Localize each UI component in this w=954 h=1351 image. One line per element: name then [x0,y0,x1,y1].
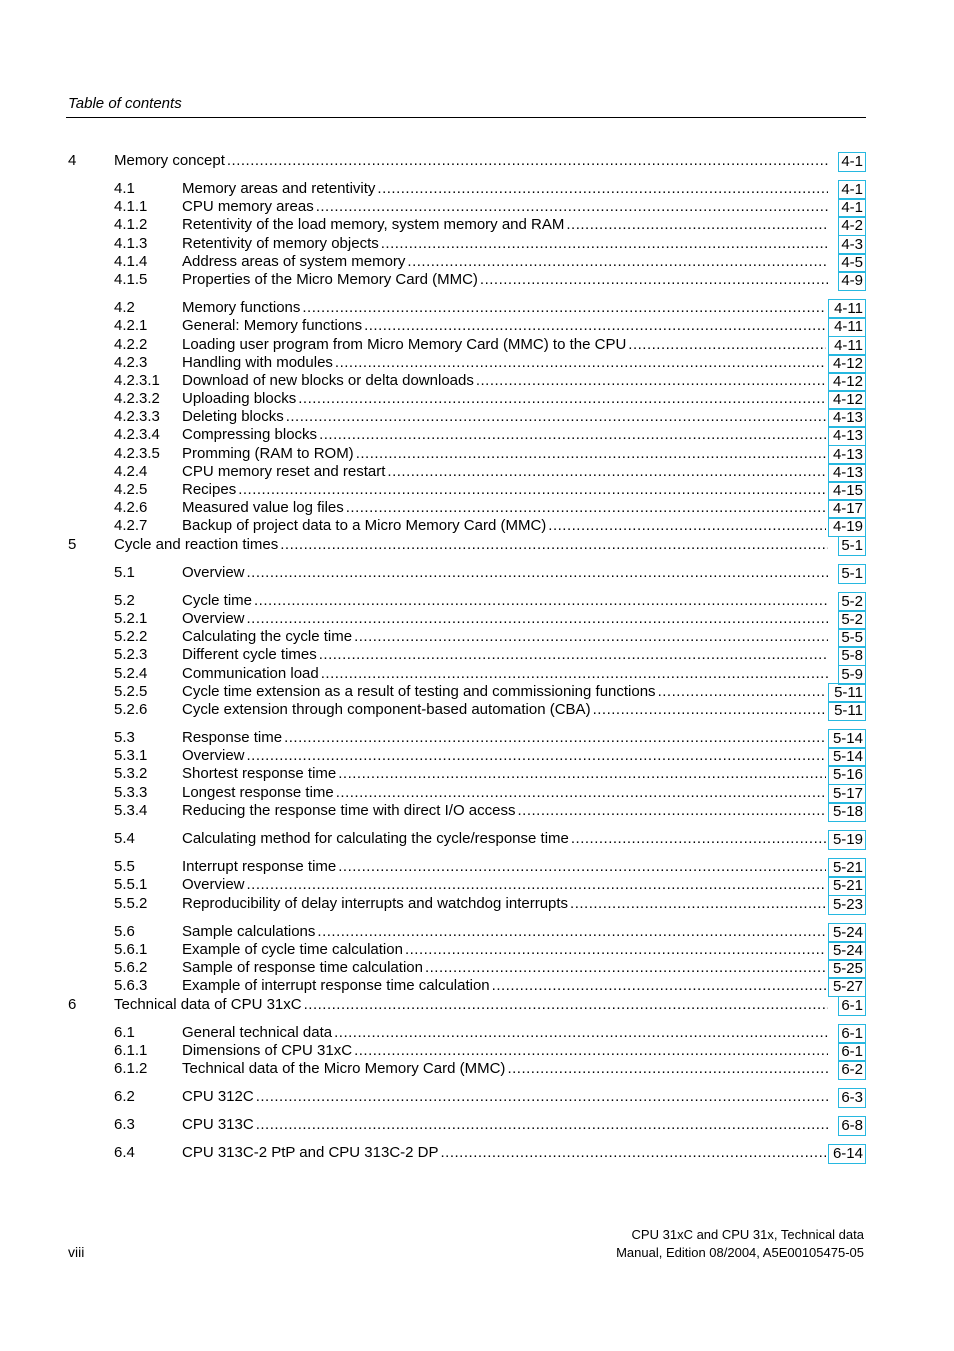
toc-leader-dots [507,1060,828,1078]
toc-number: 4.2.7 [114,517,148,535]
toc-row [68,977,866,995]
toc-leader-dots [571,830,826,848]
toc-page-link[interactable]: 5-14 [828,729,866,749]
toc-number: 4.2.3.5 [114,444,160,462]
toc-number: 5.2.3 [114,646,148,664]
toc-leader-dots [302,299,826,317]
toc-number: 5.5.2 [114,894,148,912]
toc-leader-dots [280,536,828,554]
toc-title: Promming (RAM to ROM) [182,444,354,462]
toc-page-link[interactable]: 4-2 [838,216,866,236]
toc-title: Technical data of the Micro Memory Card (MMC) [182,1059,506,1077]
toc-number: 4.2.3.2 [114,390,160,408]
toc-number: 5.5.1 [114,876,148,894]
toc-row [68,216,866,234]
toc-page-link[interactable]: 4-19 [828,517,866,537]
toc-title: Properties of the Micro Memory Card (MMC) [182,270,478,288]
toc-title: Handling with modules [182,353,333,371]
toc-page-link[interactable]: 6-1 [838,996,866,1016]
toc-page-link[interactable]: 4-17 [828,499,866,519]
toc-number: 4.2.6 [114,499,148,517]
toc-number: 4.1.3 [114,234,148,252]
toc-title: Example of interrupt response time calculation [182,977,490,995]
toc-number: 5.5 [114,858,135,876]
toc-leader-dots [518,802,827,820]
toc-chapter-row [68,152,866,170]
toc-row [68,802,866,820]
toc-title: Cycle extension through component-based automation (CBA) [182,700,591,718]
toc-leader-dots [247,876,826,894]
toc-leader-dots [321,665,828,683]
toc-row [68,1088,866,1106]
toc-row [68,1042,866,1060]
toc-row [68,858,866,876]
toc-page-link[interactable]: 5-2 [838,610,866,630]
toc-page-link[interactable]: 6-14 [828,1144,866,1164]
toc-title: CPU memory areas [182,198,314,216]
toc-leader-dots [334,1024,828,1042]
toc-title: Cycle and reaction times [114,535,279,553]
toc-leader-dots [316,198,828,216]
toc-row [68,198,866,216]
toc-number: 6.1.1 [114,1041,148,1059]
toc-title: Overview [182,609,245,627]
toc-page-link[interactable]: 5-11 [828,683,866,703]
toc-leader-dots [238,481,826,499]
toc-title: Overview [182,876,245,894]
toc-row [68,372,866,390]
toc-number: 4.1 [114,180,135,197]
toc-page-link[interactable]: 5-25 [828,959,866,979]
toc-chapter-row [68,996,866,1014]
table-of-contents [68,152,866,1163]
toc-page-link[interactable]: 4-5 [838,253,866,273]
toc-leader-dots [407,253,828,271]
toc-page-link[interactable]: 5-16 [828,765,866,785]
toc-page-link[interactable]: 5-8 [838,646,866,666]
toc-row [68,1116,866,1134]
toc-number: 5.6.2 [114,959,148,977]
toc-title: Cycle time extension as a result of testing and commissioning functions [182,682,656,700]
toc-title: CPU 313C-2 PtP and CPU 313C-2 DP [182,1144,439,1162]
toc-page-link[interactable]: 5-9 [838,665,866,685]
toc-row [68,390,866,408]
toc-leader-dots [658,683,826,701]
toc-leader-dots [480,271,828,289]
toc-title: Measured value log files [182,499,344,517]
toc-page-link[interactable]: 4-1 [838,198,866,218]
toc-title: Sample of response time calculation [182,959,423,977]
toc-number: 5.2.1 [114,609,148,627]
toc-title: Cycle time [182,591,253,609]
toc-row [68,876,866,894]
toc-row [68,445,866,463]
toc-page-link[interactable]: 6-1 [838,1024,866,1044]
toc-number: 5 [68,535,77,553]
toc-title: Deleting blocks [182,408,284,426]
toc-number: 6.1.2 [114,1059,148,1077]
toc-leader-dots [319,426,826,444]
toc-page-link[interactable]: 4-12 [828,354,866,374]
toc-title: Interrupt response time [182,858,337,876]
toc-leader-dots [336,784,826,802]
toc-title: Retentivity of memory objects [182,234,379,252]
toc-page-link[interactable]: 4-12 [828,390,866,410]
toc-title: Retentivity of the load memory, system memory and RAM [182,216,565,234]
toc-leader-dots [354,1042,828,1060]
toc-number: 4.2.3.1 [114,371,160,389]
toc-leader-dots [354,628,828,646]
toc-title: General: Memory functions [182,317,363,335]
toc-leader-dots [377,180,828,198]
toc-title: Reproducibility of delay interrupts and watchdog interrupts [182,894,569,912]
toc-number: 5.2.4 [114,664,148,682]
toc-leader-dots [247,747,826,765]
toc-page-link[interactable]: 4-3 [838,235,866,255]
toc-page-link[interactable]: 4-13 [828,445,866,465]
toc-number: 4 [68,152,77,169]
toc-row [68,683,866,701]
toc-number: 4.2.2 [114,335,148,353]
toc-row [68,959,866,977]
toc-row [68,592,866,610]
toc-leader-dots [387,463,826,481]
toc-page-link[interactable]: 4-9 [838,271,866,291]
toc-page-link[interactable]: 4-11 [828,317,866,337]
toc-title: Recipes [182,481,237,498]
toc-number: 4.2.3 [114,353,148,371]
toc-row [68,729,866,747]
toc-row [68,317,866,335]
toc-page-link[interactable]: 5-19 [828,830,866,850]
footer-doc-title: CPU 31xC and CPU 31x, Technical data [631,1227,864,1242]
toc-page-link[interactable]: 4-12 [828,372,866,392]
toc-row [68,895,866,913]
toc-title: General technical data [182,1023,333,1041]
toc-number: 5.6 [114,922,135,940]
toc-row [68,481,866,499]
toc-number: 6 [68,995,77,1013]
toc-title: Memory areas and retentivity [182,180,376,197]
toc-number: 4.2.3.4 [114,426,160,444]
toc-title: Address areas of system memory [182,252,406,270]
toc-page-link[interactable]: 6-8 [838,1116,866,1136]
toc-leader-dots [566,216,828,234]
toc-row [68,923,866,941]
toc-title: Uploading blocks [182,390,297,408]
toc-leader-dots [247,610,828,628]
toc-title: Sample calculations [182,922,316,940]
toc-row [68,354,866,372]
toc-row [68,517,866,535]
toc-page-link[interactable]: 4-15 [828,481,866,501]
toc-page-link[interactable]: 5-21 [828,876,866,896]
footer-doc-edition: Manual, Edition 08/2004, A5E00105475-05 [616,1245,864,1260]
toc-number: 6.3 [114,1116,135,1134]
toc-page-link[interactable]: 4-13 [828,463,866,483]
toc-leader-dots [570,895,826,913]
toc-page-link[interactable]: 5-18 [828,802,866,822]
toc-row [68,646,866,664]
toc-leader-dots [476,372,826,390]
toc-row [68,499,866,517]
toc-number: 5.2.6 [114,700,148,718]
toc-number: 6.2 [114,1088,135,1106]
toc-title: Backup of project data to a Micro Memory Card (MMC) [182,517,547,535]
toc-page-link[interactable]: 5-14 [828,747,866,767]
toc-number: 5.3.4 [114,801,148,819]
toc-page-link[interactable]: 4-1 [838,152,866,172]
toc-leader-dots [548,517,826,535]
toc-title: Shortest response time [182,765,337,783]
toc-leader-dots [338,858,826,876]
toc-number: 5.6.1 [114,940,148,958]
toc-leader-dots [227,152,828,170]
toc-row [68,1024,866,1042]
page-header-title: Table of contents [68,95,182,112]
toc-leader-dots [284,729,826,747]
toc-leader-dots [425,959,826,977]
toc-number: 5.1 [114,563,135,581]
toc-chapter-row [68,536,866,554]
toc-page-link[interactable]: 5-5 [838,628,866,648]
toc-row [68,253,866,271]
toc-title: Longest response time [182,783,334,801]
toc-row [68,941,866,959]
toc-leader-dots [593,701,826,719]
toc-leader-dots [254,592,828,610]
toc-title: Example of cycle time calculation [182,940,403,958]
toc-row [68,336,866,354]
toc-title: Dimensions of CPU 31xC [182,1041,353,1059]
toc-leader-dots [364,317,826,335]
toc-row [68,665,866,683]
toc-row [68,610,866,628]
toc-leader-dots [441,1144,826,1162]
toc-row [68,701,866,719]
toc-title: CPU memory reset and restart [182,462,386,480]
toc-leader-dots [405,941,826,959]
toc-row [68,180,866,198]
header-rule [66,117,866,118]
toc-page-link[interactable]: 5-2 [838,592,866,612]
toc-leader-dots [338,765,826,783]
toc-page-link[interactable]: 4-1 [838,180,866,200]
toc-number: 5.3.1 [114,747,148,765]
toc-number: 5.2 [114,591,135,609]
toc-leader-dots [286,408,826,426]
toc-title: Response time [182,729,283,747]
toc-page-link[interactable]: 4-13 [828,408,866,428]
toc-row [68,830,866,848]
toc-row [68,1060,866,1078]
toc-number: 4.2 [114,299,135,317]
toc-leader-dots [628,336,826,354]
toc-page-link[interactable]: 5-17 [828,784,866,804]
toc-leader-dots [247,564,828,582]
toc-page-link[interactable]: 5-11 [828,701,866,721]
toc-title: Reducing the response time with direct I/O access [182,801,516,819]
toc-row [68,299,866,317]
toc-page-link[interactable]: 5-1 [838,564,866,584]
toc-page-link[interactable]: 5-24 [828,941,866,961]
toc-title: CPU 312C [182,1088,254,1106]
toc-page-link[interactable]: 5-24 [828,923,866,943]
toc-page-link[interactable]: 4-11 [828,336,866,356]
toc-page-link[interactable]: 6-1 [838,1042,866,1062]
toc-row [68,271,866,289]
toc-page-link[interactable]: 6-2 [838,1060,866,1080]
toc-number: 5.3.3 [114,783,148,801]
toc-page-link[interactable]: 4-13 [828,426,866,446]
toc-number: 5.2.5 [114,682,148,700]
toc-title: Memory functions [182,299,301,317]
toc-number: 6.4 [114,1144,135,1162]
toc-leader-dots [298,390,826,408]
toc-number: 4.1.1 [114,198,148,216]
toc-number: 4.2.3.3 [114,408,160,426]
toc-title: Overview [182,747,245,765]
footer-page-number: viii [68,1244,85,1260]
toc-title: Overview [182,563,245,581]
toc-leader-dots [381,235,828,253]
toc-row [68,463,866,481]
toc-leader-dots [256,1116,828,1134]
toc-row [68,628,866,646]
toc-row [68,408,866,426]
toc-leader-dots [356,445,826,463]
toc-row [68,765,866,783]
toc-title: Download of new blocks or delta downloads [182,371,474,389]
toc-row [68,426,866,444]
toc-row [68,784,866,802]
toc-title: Calculating method for calculating the cycle/response time [182,830,569,847]
toc-title: Memory concept [114,152,225,169]
toc-number: 5.4 [114,830,135,847]
toc-leader-dots [319,646,828,664]
toc-number: 4.2.1 [114,317,148,335]
toc-page-link[interactable]: 5-23 [828,895,866,915]
toc-leader-dots [304,996,828,1014]
toc-number: 4.1.4 [114,252,148,270]
toc-title: Calculating the cycle time [182,628,353,646]
toc-number: 4.1.5 [114,270,148,288]
toc-title: Technical data of CPU 31xC [114,995,302,1013]
toc-row [68,564,866,582]
toc-title: Different cycle times [182,646,317,664]
toc-page-link[interactable]: 4-11 [828,299,866,319]
toc-leader-dots [335,354,826,372]
toc-page-link[interactable]: 6-3 [838,1088,866,1108]
toc-leader-dots [492,977,826,995]
toc-page-link[interactable]: 5-21 [828,858,866,878]
toc-title: Compressing blocks [182,426,318,444]
toc-leader-dots [346,499,826,517]
toc-title: CPU 313C [182,1116,254,1134]
toc-number: 6.1 [114,1023,135,1041]
toc-number: 5.3 [114,729,135,747]
toc-number: 4.2.5 [114,481,148,498]
toc-title: Communication load [182,664,319,682]
toc-number: 5.6.3 [114,977,148,995]
toc-row [68,235,866,253]
toc-number: 5.2.2 [114,628,148,646]
toc-number: 4.2.4 [114,462,148,480]
toc-page-link[interactable]: 5-27 [828,977,866,997]
toc-leader-dots [317,923,826,941]
toc-page-link[interactable]: 5-1 [838,536,866,556]
toc-row [68,747,866,765]
toc-title: Loading user program from Micro Memory Card (MMC) to the CPU [182,335,627,353]
toc-leader-dots [256,1088,828,1106]
toc-number: 4.1.2 [114,216,148,234]
toc-number: 5.3.2 [114,765,148,783]
toc-row [68,1144,866,1162]
